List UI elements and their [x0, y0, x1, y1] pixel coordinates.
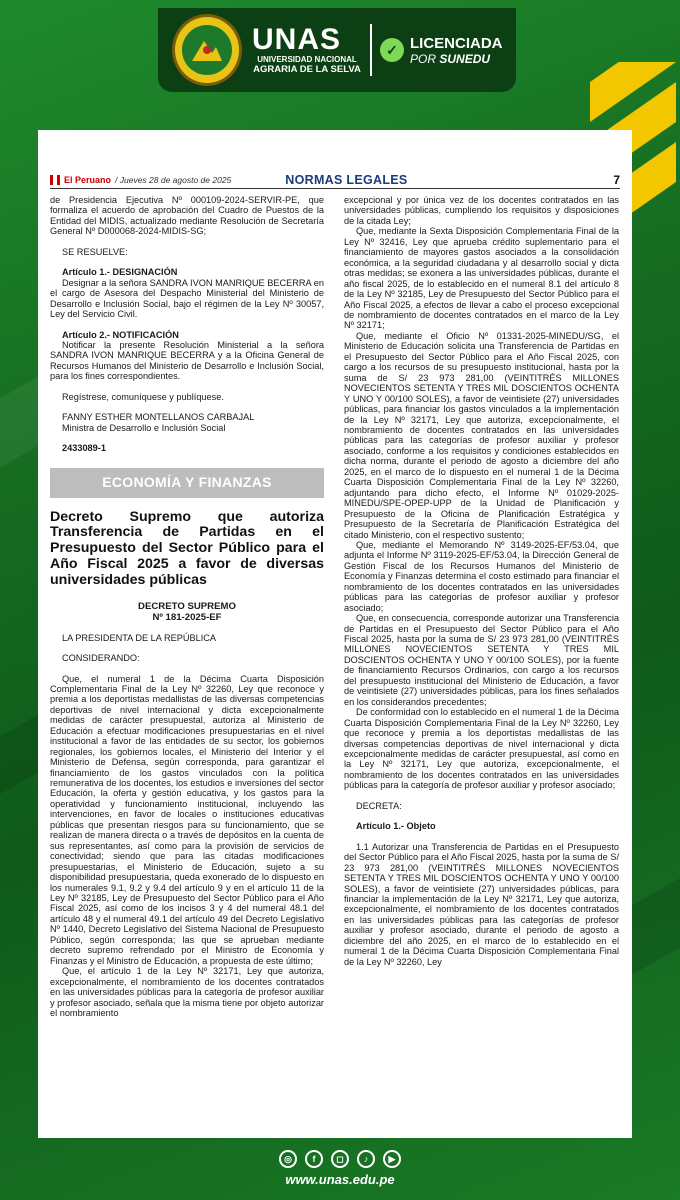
article-title: Artículo 1.- DESIGNACIÓN — [62, 267, 178, 278]
left-column — [50, 195, 324, 1018]
paragraph: Designar a la señora SANDRA IVON MANRIQUE BECERRA en el cargo de Asesora del Despacho Ministerial del Ministerio de Desarrollo e Inclusión Social, bajo el régimen de la Ley Nº 30057, Ley del Servicio Civil. — [50, 277, 324, 320]
university-name-line1: UNIVERSIDAD NACIONAL — [257, 55, 357, 64]
footer — [0, 1150, 680, 1187]
facebook-icon[interactable]: f — [305, 1150, 323, 1168]
verified-check-icon: ✓ — [380, 38, 404, 62]
running-header — [50, 171, 620, 189]
section-bar: ECONOMÍA Y FINANZAS — [50, 468, 324, 498]
decree-label: DECRETO SUPREMO Nº 181-2025-EF — [50, 601, 324, 623]
paragraph: Que, el numeral 1 de la Décima Cuarta Disposición Complementaria Final de la Ley Nº 32260, Ley que reconoce y premia a los deportistas medallistas de las diversas competencias deportivas de nivel internacional y dicta excepcionalmente medidas de carácter presupuestal, autoriza al Ministerio de Educación a efectuar modificaciones presupuestarias en el nivel institucional a favor de las entidades de su sector, los gobiernos regionales, los gobiernos locales, el Ministerio del Interior y el Ministerio de Defensa, según corresponda, para garantizar el financiamiento de los gastos vinculados con la política remunerativa de los docentes, los estudios e inversiones del sector Educación, la oferta y gestión educativa, y los gastos para la operatividad y funcionamiento institucional, incluyendo las intervenciones, en favor de locales o instituciones educativas públicas que presentan riesgos para su funcionamiento, que se realizan de manera directa o a través de depósitos en la cuenta de sus representantes, así como para la provisión de servicios de conectividad; siendo que para las citadas modificaciones presupuestarias, el Ministerio de Educación, sujeto a su disponibilidad presupuestaria, queda exonerado de lo dispuesto en los numerales 9.1, 9.2 y 9.4 del artículo 9 y en el artículo 11 de la Ley Nº 32185, Ley de Presupuesto del Sector Público para el Año Fiscal 2025, así como de los incisos 3 y 4 del numeral 48.1 del artículo 48 y el numeral 49.1 del artículo 49 del Decreto Legislativo Nº 1440, Decreto Legislativo del Sistema Nacional de Presupuesto Público, según corresponda; las que se aprueban mediante decreto supremo refrendado por el Ministro de Economía y Finanzas y el Ministro de Educación, a propuesta de este último; — [50, 673, 324, 966]
section-title: NORMAS LEGALES — [285, 172, 408, 187]
website-link[interactable]: www.unas.edu.pe — [285, 1172, 395, 1187]
tiktok-icon[interactable]: ♪ — [357, 1150, 375, 1168]
paragraph: 1.1 Autorizar una Transferencia de Partidas en el Presupuesto del Sector Público para el Año Fiscal 2025, hasta por la suma de S/ 23 973 281,00 (VEINTITRÉS MILLONES NOVECIENTOS SETENTA Y TRES MIL DOSCIENTOS OCHENTA Y UNO Y 00/100 SOLES), a favor de veintisiete (27) universidades públicas, para financiar la implementación de la Ley Nº 32171, Ley que autoriza, excepcionalmente, el nombramiento de los docentes contratados en las universidades públicas para las categorías de profesor auxiliar y profesor asociado, durante el periodo de agosto a diciembre del año 2025, en el marco de lo establecido en el numeral 1 de la Décima Cuarta Disposición Complementaria Final de la Ley Nº 32260, Ley — [344, 841, 619, 967]
publication-code: 2433089-1 — [62, 443, 106, 454]
header-divider — [370, 24, 372, 76]
signer-name: FANNY ESTHER MONTELLANOS CARBAJAL — [62, 412, 255, 423]
license-subtitle: POR SUNEDU — [410, 51, 491, 66]
considerando-heading: CONSIDERANDO: — [62, 653, 140, 664]
resolution-heading: SE RESUELVE: — [62, 246, 128, 257]
paragraph: Que, el artículo 1 de la Ley Nº 32171, Ley que autoriza, excepcionalmente, el nombramiento de los docentes contratados en las universidades públicas para la categoría de profesor auxiliar y profesor asociado, señala que la misma tiene por objeto autorizar el nombramiento — [50, 966, 324, 1018]
signer-role: Ministra de Desarrollo e Inclusión Social — [62, 422, 226, 433]
paragraph: Que, mediante el Oficio Nº 01331-2025-MINEDU/SG, el Ministerio de Educación solicita una Transferencia de Partidas en el Presupuesto del Sector Público para el Año Fiscal 2025, con cargo a los recursos de su presupuesto institucional, hasta por la suma de S/ 23 973 281,00 (VEINTITRÉS MILLONES NOVECIENTOS SETENTA Y TRES MIL DOSCIENTOS OCHENTA Y UNO Y 00/100 SOLES), a favor de veintisiete (27) universidades públicas, para financiar los gastos vinculados a la implementación de la Ley Nº 32171, Ley que autoriza, excepcionalmente, el nombramiento de docentes contratados en las universidades públicas para las categorías de profesor auxiliar y profesor asociado, conforme a los requisitos y condiciones establecidos en dicha norma, durante el periodo de agosto a diciembre del año 2025, en el marco de lo dispuesto en el numeral 1 de la Décima Cuarta Disposición Complementaria Final de la Ley Nº 32260, adjuntando para dicho efecto, el Informe Nº 01029-2025-MINEDU/SPE-OPEP-UPP de la Unidad de Planificación y Presupuesto de la Oficina de Planificación Estratégica y Presupuesto de la Secretaría de Planificación Estratégica del citado Ministerio, con el respectivo sustento; — [344, 330, 619, 540]
paragraph: de Presidencia Ejecutiva Nº 000109-2024-SERVIR-PE, que formaliza el acuerdo de aprobación del Cuadro de Puestos de la Entidad del MIDIS, actualizado mediante Resolución de Secretaría General Nº D000068-2024-MIDIS-SG; — [50, 195, 324, 237]
newspaper-page — [38, 130, 632, 1138]
unas-logo — [172, 14, 242, 86]
closing-formula: Regístrese, comuníquese y publíquese. — [62, 391, 224, 402]
mountain-icon — [190, 33, 224, 67]
license-title: LICENCIADA — [410, 34, 503, 52]
decree-headline: Decreto Supremo que autoriza Transferencia de Partidas en el Presupuesto del Sector Público para el Año Fiscal 2025 a favor de diversas universidades públicas — [50, 508, 324, 588]
article-title: Artículo 2.- NOTIFICACIÓN — [62, 329, 179, 340]
right-column — [344, 195, 619, 967]
el-peruano-logo-icon — [50, 175, 60, 185]
university-name-line2: AGRARIA DE LA SELVA — [253, 64, 361, 75]
page-number: 7 — [613, 172, 620, 187]
article-title: Artículo 1.- Objeto — [356, 821, 436, 832]
instagram-icon[interactable]: ◻ — [331, 1150, 349, 1168]
social-icons — [0, 1150, 680, 1168]
publication-date: / Jueves 28 de agosto de 2025 — [115, 174, 232, 185]
paragraph: De conformidad con lo establecido en el numeral 1 de la Décima Cuarta Disposición Complementaria Final de la Ley Nº 32260, Ley que reconoce y premia a los deportistas medallistas de las diversas competencias deportivas de nivel internacional y dicta excepcionalmente medidas de carácter presupuestal, así como en la Ley Nº 32171, Ley que autoriza, excepcionalmente, el nombramiento de los docentes contratados en las universidades públicas para la categoría de profesor auxiliar y profesor asociado; — [344, 707, 620, 791]
paragraph: excepcional y por única vez de los docentes contratados en las universidades públicas, cumpliendo los requisitos y disposiciones de la citada Ley; — [344, 195, 619, 226]
university-header — [158, 8, 516, 92]
paragraph: Que, mediante el Memorando Nº 3149-2025-EF/53.04, que adjunta el Informe Nº 3119-2025-EF/53.04, la Dirección General de Gestión Fiscal de los Recursos Humanos del Ministerio de Economía y Finanzas determina el costo estimado para financiar el nombramiento de los docentes contratados en las universidades públicas para las categorías de profesor auxiliar y profesor asociado; — [344, 539, 619, 613]
decree-number: Nº 181-2025-EF — [152, 611, 222, 623]
globe-icon[interactable]: ◎ — [279, 1150, 297, 1168]
paragraph: Que, en consecuencia, corresponde autorizar una Transferencia de Partidas en el Presupuesto del Sector Público para el Año Fiscal 2025, hasta por la suma de S/ 23 973 281,00 (VEINTITRÉS MILLONES NOVECIENTOS SETENTA Y TRES MIL DOSCIENTOS OCHENTA Y UNO Y 00/100 SOLES), por la fuente de financiamiento Recursos Ordinarios, con cargo a los recursos del presupuesto institucional del Ministerio de Educación, a favor de veintisiete (27) universidades públicas, para los fines señalados en los considerandos precedentes; — [344, 613, 619, 707]
university-acronym: UNAS — [252, 23, 342, 56]
issuer: LA PRESIDENTA DE LA REPÚBLICA — [62, 632, 217, 643]
youtube-icon[interactable]: ▶ — [383, 1150, 401, 1168]
newspaper-name: El Peruano — [64, 174, 112, 185]
paragraph: Notificar la presente Resolución Ministerial a la señora SANDRA IVON MANRIQUE BECERRA y a la Oficina General de Recursos Humanos del Ministerio de Desarrollo e Inclusión Social, para los fines correspondientes. — [50, 339, 324, 382]
decreta-heading: DECRETA: — [356, 800, 402, 811]
paragraph: Que, mediante la Sexta Disposición Complementaria Final de la Ley Nº 32416, Ley que aprueba crédito suplementario para el financiamiento de mayores gastos asociados a la consolidación económica, a la seguridad ciudadana y al desarrollo social y dicta otras medidas; se exonera a las universidades públicas, durante el año fiscal 2025, de lo establecido en el numeral 8.1 del artículo 8 de la Ley Nº 32185, Ley de Presupuesto del Sector Público para el Año Fiscal 2025, a efectos de llevar a cabo el proceso excepcional de nombramiento de docentes contratados en el marco de la Ley Nº 32171; — [344, 226, 619, 331]
